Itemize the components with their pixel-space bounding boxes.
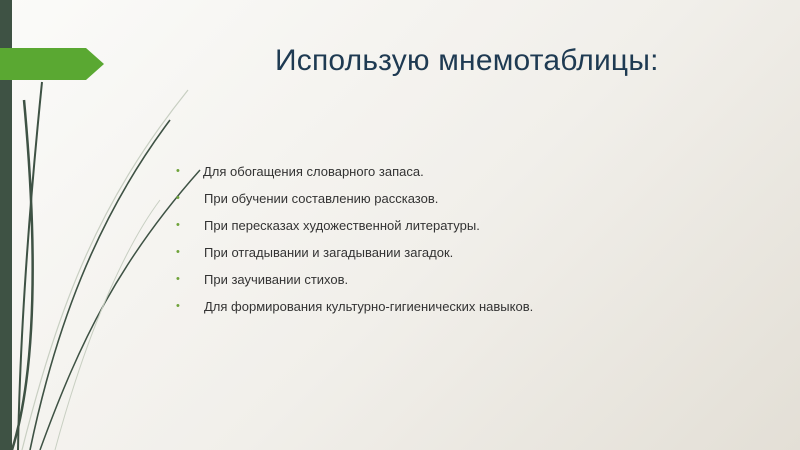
bullet-icon: •	[176, 192, 180, 204]
bullet-icon: •	[176, 219, 180, 231]
list-item	[176, 293, 736, 320]
bullet-list	[176, 158, 736, 320]
bullet-text: Для формирования культурно-гигиенических навыков.	[204, 299, 534, 314]
list-item	[176, 185, 736, 212]
bullet-text: При отгадывании и загадывании загадок.	[204, 245, 454, 260]
bullet-text: При заучивании стихов.	[204, 272, 349, 287]
bullet-text: При пересказах художественной литературы.	[204, 218, 480, 233]
slide-title: Использую мнемотаблицы:	[275, 44, 659, 77]
bullet-text: Для обогащения словарного запаса.	[203, 164, 424, 179]
bullet-icon: •	[176, 165, 180, 177]
bullet-icon: •	[176, 273, 180, 285]
list-item	[176, 158, 736, 185]
list-item	[176, 266, 736, 293]
bullet-text: При обучении составлению рассказов.	[204, 191, 439, 206]
list-item	[176, 239, 736, 266]
bullet-icon: •	[176, 246, 180, 258]
bullet-icon: •	[176, 300, 180, 312]
green-arrow-shape	[0, 48, 104, 80]
list-item	[176, 212, 736, 239]
